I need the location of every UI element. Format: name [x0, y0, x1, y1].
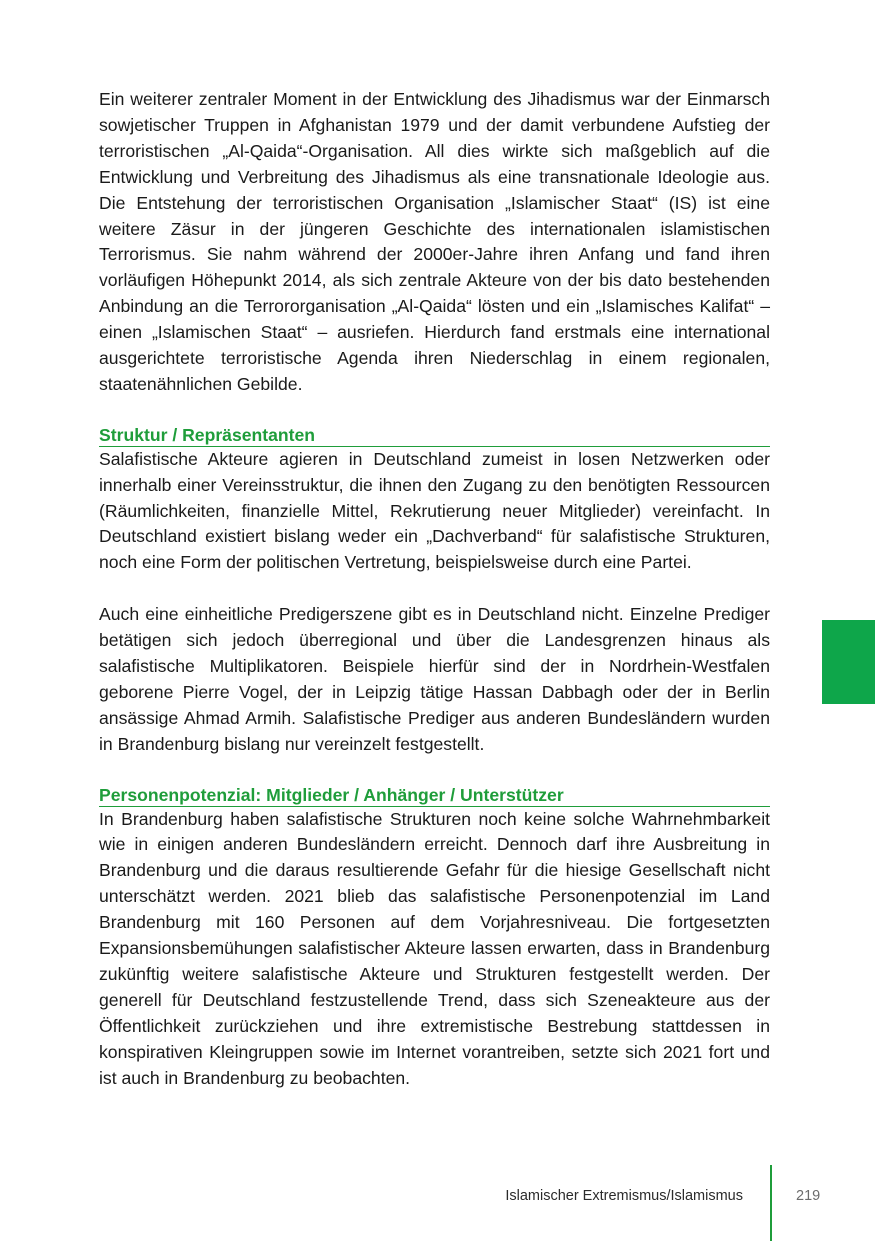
personenpotenzial-paragraph-1: In Brandenburg haben salafistische Strukturen noch keine solche Wahrnehmbarkeit wie in einigen anderen Bundesländern erreicht. Dennoch darf ihre Ausbreitung in Brandenburg und die daraus resultierende Gefahr für die hiesige Gesellschaft nicht unterschätzt werden. 2021 blieb das salafistische Personenpotenzial im Land Brandenburg mit 160 Personen auf dem Vorjahresniveau. Die fortgesetzten Expansionsbemühungen salafistischer Akteure lassen erwarten, dass in Brandenburg zukünftig weitere salafistische Akteure und Strukturen festgestellt werden. Der generell für Deutschland festzustellende Trend, dass sich Szeneakteure aus der Öffentlichkeit zurückziehen und ihre extremistische Bestrebung stattdessen in konspirativen Kleingruppen sowie im Internet vorantreiben, setzte sich 2021 fort und ist auch in Brandenburg zu beobachten. [99, 808, 770, 1088]
section-heading-personenpotenzial: Personenpotenzial: Mitglieder / Anhänger / Unterstützer [99, 784, 770, 807]
intro-paragraph: Ein weiterer zentraler Moment in der Entwicklung des Jihadismus war der Einmarsch sowjetischer Truppen in Afghanistan 1979 und der damit verbundene Aufstieg der terroristischen „Al-Qaida“-Organisation. All dies wirkte sich maßgeblich auf die Entwicklung und Verbreitung des Jihadismus als eine transnationale Ideologie aus. Die Entstehung der terroristischen Organisation „Islamischer Staat“ (IS) ist eine weitere Zäsur in der jüngeren Geschichte des internationalen islamistischen Terrorismus. Sie nahm während der 2000er-Jahre ihren Anfang und fand ihren vorläufigen Höhepunkt 2014, als sich zentrale Akteure von der bis dato bestehenden Anbindung an die Terrororganisation „Al-Qaida“ lösten und ein „Islamisches Kalifat“ – einen „Islamischen Staat“ – ausriefen. Hierdurch fand erstmals eine international ausgerichtete terroristische Agenda ihren Niederschlag in einem regionalen, staatenähnlichen Gebilde. [99, 89, 770, 394]
chapter-tab-marker [822, 620, 875, 704]
footer-divider [770, 1165, 772, 1241]
struktur-paragraph-1: Salafistische Akteure agieren in Deutschland zumeist in losen Netzwerken oder innerhalb einer Vereinsstruktur, die ihnen den Zugang zu den benötigten Ressourcen (Räumlichkeiten, finanzielle Mittel, Rekrutierung neuer Mitglieder) vereinfacht. In Deutschland existiert bislang weder ein „Dachverband“ für salafistische Strukturen, noch eine Form der politischen Vertretung, beispielsweise durch eine Partei. [99, 448, 770, 573]
section-heading-struktur: Struktur / Repräsentanten [99, 424, 770, 447]
page-number: 219 [796, 1188, 821, 1204]
struktur-paragraph-2: Auch eine einheitliche Predigerszene gibt es in Deutschland nicht. Einzelne Prediger betätigen sich jedoch überregional und über die Landesgrenzen hinaus als salafistische Multiplikatoren. Beispiele hierfür sind der in Nordrhein-Westfalen geborene Pierre Vogel, der in Leipzig tätige Hassan Dabbagh oder der in Berlin ansässige Ahmad Armih. Salafistische Prediger aus anderen Bundesländern wurden in Brandenburg bislang nur vereinzelt festgestellt. [99, 604, 770, 754]
footer-chapter-title: Islamischer Extremismus/Islamismus [505, 1188, 743, 1204]
page-body [99, 87, 770, 1091]
